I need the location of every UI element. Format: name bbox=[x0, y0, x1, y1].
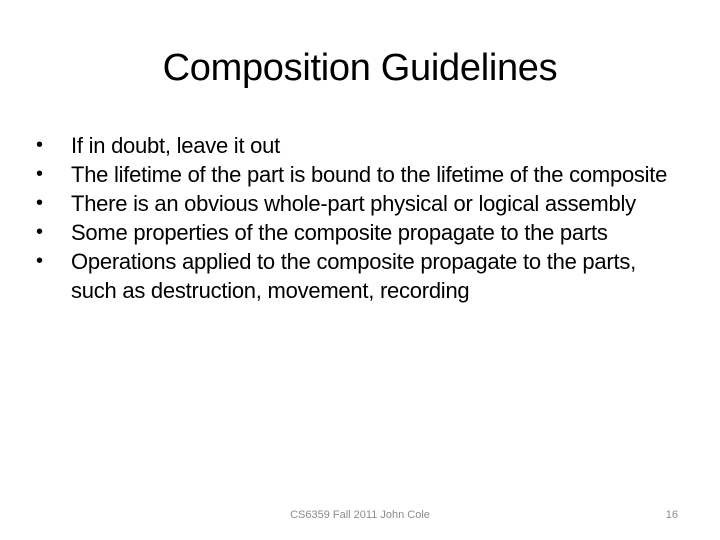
bullet-item bbox=[36, 131, 686, 160]
bullet-item bbox=[36, 218, 686, 247]
bullet-text: The lifetime of the part is bound to the lifetime of the composite bbox=[71, 162, 668, 187]
bullet-text: If in doubt, leave it out bbox=[71, 133, 281, 158]
page-number: 16 bbox=[665, 509, 678, 521]
bullet-item bbox=[36, 189, 686, 218]
slide-footer: CS6359 Fall 2011 John Cole bbox=[290, 509, 430, 521]
bullet-item bbox=[36, 247, 686, 305]
bullet-icon: • bbox=[36, 134, 43, 156]
bullet-text: There is an obvious whole-part physical or logical assembly bbox=[71, 191, 636, 216]
bullet-icon: • bbox=[36, 192, 43, 214]
bullet-icon: • bbox=[36, 163, 43, 185]
bullet-icon: • bbox=[36, 250, 43, 272]
slide-title: Composition Guidelines bbox=[162, 47, 558, 89]
bullet-text: Operations applied to the composite propagate to the parts, such as destruction, movement, recording bbox=[71, 249, 636, 303]
bullet-icon: • bbox=[36, 221, 43, 243]
bullet-item bbox=[36, 160, 686, 189]
bullet-list bbox=[36, 131, 686, 305]
bullet-text: Some properties of the composite propagate to the parts bbox=[71, 220, 608, 245]
